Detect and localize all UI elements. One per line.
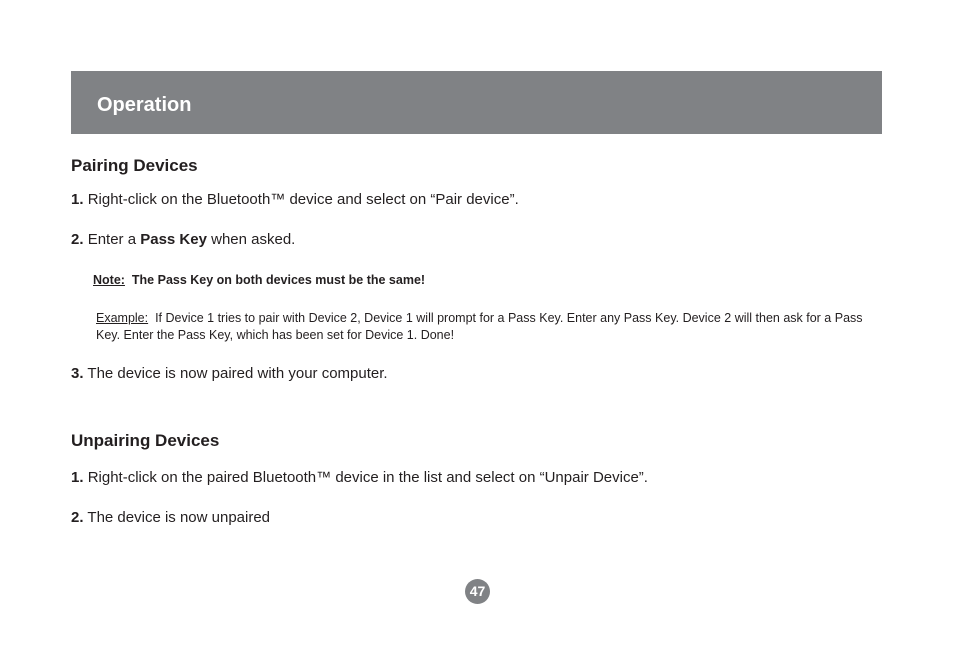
unpairing-heading: Unpairing Devices <box>71 431 220 450</box>
pairing-step-1 <box>71 191 519 209</box>
example-label: Example: <box>96 311 149 325</box>
step-number: 1. <box>71 469 84 486</box>
example-text: If Device 1 tries to pair with Device 2, Device 1 will prompt for a Pass Key. Enter any Pass Key. Device 2 will then ask for a Pass Key. Enter the Pass Key, which has been set for Device 1. Done! <box>96 311 863 342</box>
note-label: Note: <box>93 273 125 287</box>
step-number: 2. <box>71 509 84 526</box>
note <box>93 272 425 288</box>
step-number: 1. <box>71 191 84 208</box>
example <box>96 310 871 344</box>
step-text-post: when asked. <box>206 231 296 248</box>
unpairing-step-2 <box>71 509 270 527</box>
pairing-step-3 <box>71 365 388 383</box>
pairing-step-2 <box>71 231 295 249</box>
page-number-badge: 47 <box>465 579 490 604</box>
pass-key-term: Pass Key <box>140 231 207 248</box>
note-text: The Pass Key on both devices must be the same! <box>131 273 426 287</box>
step-text: The device is now unpaired <box>87 509 271 526</box>
step-text: Right-click on the paired Bluetooth™ device in the list and select on “Unpair Device”. <box>87 469 648 486</box>
step-number: 2. <box>71 231 84 248</box>
step-text-pre: Enter a <box>87 231 141 248</box>
page-title: Operation <box>97 94 192 116</box>
step-number: 3. <box>71 365 84 382</box>
header-bar <box>71 71 882 134</box>
step-text: The device is now paired with your computer. <box>87 365 388 382</box>
unpairing-step-1 <box>71 469 648 487</box>
pairing-heading: Pairing Devices <box>71 156 198 175</box>
step-text: Right-click on the Bluetooth™ device and select on “Pair device”. <box>87 191 519 208</box>
